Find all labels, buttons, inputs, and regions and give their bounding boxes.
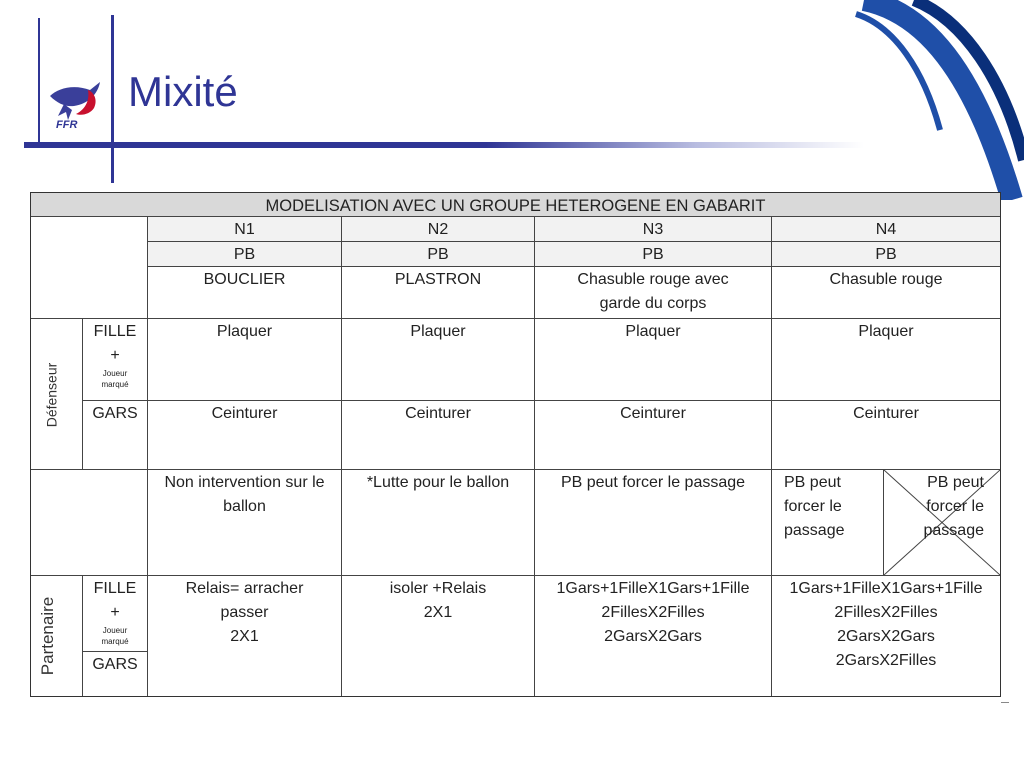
- partenaire-gars-cell: [83, 652, 148, 696]
- equipment-n2: PLASTRON: [342, 267, 535, 319]
- level-n4: N4: [772, 217, 1000, 242]
- partenaire-n2-line-1: isoler +Relais: [389, 580, 487, 597]
- header-underline: [24, 142, 864, 148]
- modelisation-table: [30, 192, 1001, 697]
- partenaire-n4: [772, 576, 1000, 696]
- partenaire-joueur-marque: Joueur marqué: [101, 626, 129, 646]
- partenaire-n4-line-1: 1Gars+1FilleX1Gars+1Fille: [789, 580, 983, 597]
- ballon-n4-left: PB peut forcer le passage: [772, 470, 884, 576]
- ballon-empty-cell: [31, 470, 148, 576]
- defenseur-plus: +: [110, 347, 120, 364]
- empty-corner-cell: [31, 217, 148, 319]
- slide-title: Mixité: [128, 68, 238, 115]
- plaquer-n3: Plaquer: [535, 319, 772, 401]
- partenaire-n1-line-2: passer: [220, 604, 269, 621]
- pb-n3: PB: [535, 242, 772, 267]
- partenaire-n2-line-2: 2X1: [423, 604, 453, 621]
- ballon-n3: PB peut forcer le passage: [535, 470, 772, 576]
- partenaire-fille-cell: [83, 576, 148, 652]
- level-n2: N2: [342, 217, 535, 242]
- plaquer-n4: Plaquer: [772, 319, 1000, 401]
- partenaire-n3-line-3: 2GarsX2Gars: [604, 628, 702, 645]
- partenaire-n3-line-2: 2FillesX2Filles: [601, 604, 705, 621]
- ceinturer-n1: Ceinturer: [148, 401, 342, 470]
- header-rule-left: [38, 18, 40, 148]
- svg-text:FFR: FFR: [56, 119, 78, 130]
- plaquer-n1: Plaquer: [148, 319, 342, 401]
- ffr-logo: [44, 74, 106, 130]
- defenseur-fille-label: FILLE: [93, 323, 137, 340]
- pb-n2: PB: [342, 242, 535, 267]
- defenseur-group-cell: [31, 319, 83, 470]
- partenaire-n4-line-3: 2GarsX2Gars: [837, 628, 935, 645]
- ballon-n4-right-text: PB peut forcer le passage: [923, 474, 984, 539]
- defenseur-label: Défenseur: [43, 362, 60, 428]
- ceinturer-n2: Ceinturer: [342, 401, 535, 470]
- level-n3: N3: [535, 217, 772, 242]
- pb-n1: PB: [148, 242, 342, 267]
- partenaire-n1-line-1: Relais= arracher: [185, 580, 304, 597]
- defenseur-joueur-marque: Joueur marqué: [101, 369, 129, 389]
- defenseur-gars-label: GARS: [92, 405, 138, 422]
- partenaire-plus: +: [110, 604, 120, 621]
- ceinturer-n3: Ceinturer: [535, 401, 772, 470]
- ballon-n2: *Lutte pour le ballon: [342, 470, 535, 576]
- equipment-n1: BOUCLIER: [148, 267, 342, 319]
- slide-corner-mark: [1001, 702, 1009, 703]
- ceinturer-n4: Ceinturer: [772, 401, 1000, 470]
- ballon-n1: Non intervention sur le ballon: [148, 470, 342, 576]
- corner-swoosh-decoration: [854, 0, 1024, 200]
- level-n1: N1: [148, 217, 342, 242]
- partenaire-label: Partenaire: [38, 596, 58, 676]
- table-header: MODELISATION AVEC UN GROUPE HETEROGENE EN GABARIT: [31, 193, 1000, 217]
- equipment-n3: Chasuble rouge avec garde du corps: [535, 267, 772, 319]
- defenseur-fille-cell: [83, 319, 148, 401]
- partenaire-gars-label: GARS: [92, 656, 138, 673]
- equipment-n4: Chasuble rouge: [772, 267, 1000, 319]
- partenaire-n2: [342, 576, 535, 696]
- partenaire-n4-line-2: 2FillesX2Filles: [834, 604, 938, 621]
- plaquer-n2: Plaquer: [342, 319, 535, 401]
- partenaire-n1-line-3: 2X1: [230, 628, 259, 645]
- partenaire-n4-line-4: 2GarsX2Filles: [835, 652, 937, 669]
- partenaire-fille-label: FILLE: [93, 580, 137, 597]
- partenaire-n3-line-1: 1Gars+1FilleX1Gars+1Fille: [556, 580, 750, 597]
- header-rule-right: [111, 15, 114, 183]
- defenseur-gars-cell: [83, 401, 148, 470]
- partenaire-n3: [535, 576, 772, 696]
- pb-n4: PB: [772, 242, 1000, 267]
- ballon-n4-right-crossed: [884, 470, 1000, 576]
- partenaire-group-cell: [31, 576, 83, 696]
- partenaire-n1: [148, 576, 342, 696]
